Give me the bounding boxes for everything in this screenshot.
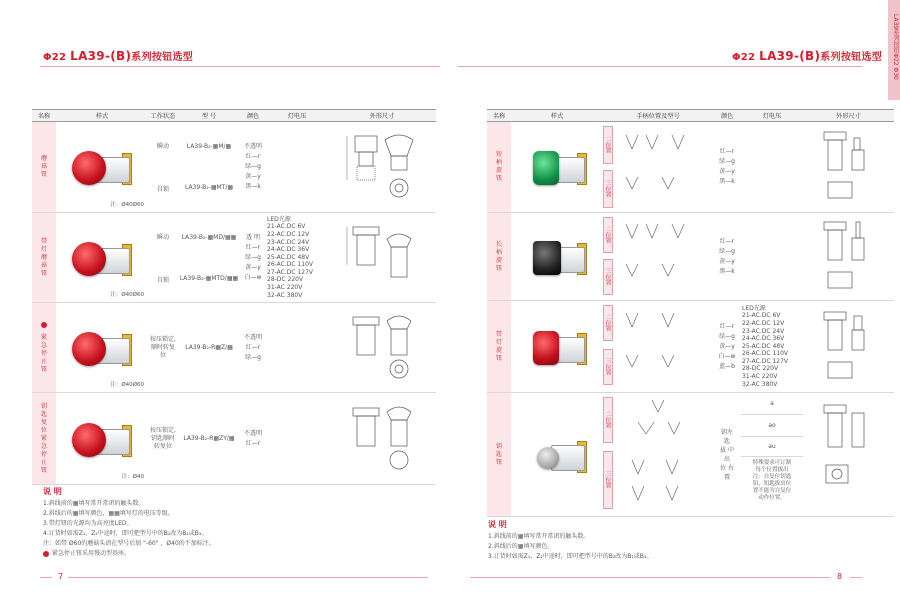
left-spec-table xyxy=(32,109,436,485)
product-image xyxy=(511,213,603,301)
product-image xyxy=(511,122,603,213)
dimension-drawing xyxy=(328,213,436,303)
row-note: 注：Ø40Ø60 xyxy=(110,382,144,388)
product-image xyxy=(56,122,148,213)
side-tab: LA39系列按钮Φ22 Φ30 xyxy=(888,0,900,100)
position-label: 二位置 xyxy=(603,126,613,164)
position-label: 三位置 xyxy=(603,259,613,295)
switch-positions xyxy=(603,301,713,393)
table-row xyxy=(32,213,436,303)
table-row xyxy=(487,122,894,213)
header-dimensions: 外形尺寸 xyxy=(328,110,436,122)
color-cell: 透 明 红—r 绿—g 黄—y 白—w xyxy=(240,213,266,303)
dimension-drawing xyxy=(803,122,894,213)
dimension-drawing xyxy=(328,393,436,485)
key-code-cell: a ao au 特殊要求可订制 每个位置拔出 注：自复位钥匙 钮，钥匙拔出位 置不能为自复位 动作位置。 xyxy=(741,393,803,517)
row-name: 短柄旋钮 xyxy=(487,122,511,213)
left-page-title: Φ22 LA39-(B)系列按钮选型 xyxy=(43,49,194,63)
row-name: 紧急停止钮 xyxy=(32,303,56,393)
dimension-drawing xyxy=(803,301,894,393)
product-image xyxy=(56,303,148,393)
color-cell: 红—r 绿—g 黄—y 白—w 蓝—b xyxy=(713,301,741,393)
footer-rule xyxy=(470,577,830,578)
row-name: 蘑菇钮 xyxy=(32,122,56,213)
right-page xyxy=(450,0,900,605)
dimension-drawing xyxy=(328,122,436,213)
dimension-drawing xyxy=(328,303,436,393)
table-row xyxy=(32,303,436,393)
header-name: 名称 xyxy=(32,110,56,122)
model-cell: LA39-B₂-▦MD/▦▦ LA39-B₂-▦MTD/▦▦ xyxy=(178,213,240,303)
page-number: 8 xyxy=(837,572,843,581)
product-image xyxy=(56,213,148,303)
footer-rule-short xyxy=(850,577,862,578)
left-table-header xyxy=(32,110,436,122)
position-label: 二位置 xyxy=(603,305,613,341)
model-cell: LA39-B₂-▦M/▦ LA39-B₂-▦MT/▦ xyxy=(178,122,240,213)
row-note: 注：Ø40Ø60 xyxy=(110,202,144,208)
voltage-cell xyxy=(741,213,803,301)
header-model: 型 号 xyxy=(178,110,240,122)
dimension-drawing xyxy=(803,213,894,301)
row-name: 带灯蘑菇钮 xyxy=(32,213,56,303)
voltage-cell xyxy=(266,393,328,485)
product-image xyxy=(511,393,603,517)
row-note: 注：Ø40Ø60 xyxy=(110,292,144,298)
key-position-cell: 钥左 匙 拔 中 出 位 右 置 xyxy=(713,393,741,517)
table-row xyxy=(487,393,894,517)
header-voltage: 灯电压 xyxy=(266,110,328,122)
switch-positions xyxy=(603,122,713,213)
product-image xyxy=(511,301,603,393)
header-style: 样式 xyxy=(56,110,148,122)
color-cell: 不透明 红—r xyxy=(240,393,266,485)
row-name: 长柄旋钮 xyxy=(487,213,511,301)
switch-positions xyxy=(603,393,713,517)
left-title-rule xyxy=(40,66,440,67)
product-image xyxy=(56,393,148,485)
state-cell: 按压锁定, 顺时转复 位 xyxy=(148,303,178,393)
table-row xyxy=(32,393,436,485)
model-cell: LA39-B₂-R▦Z/▦ xyxy=(178,303,240,393)
state-cell: 瞬动 自锁 xyxy=(148,122,178,213)
header-color: 颜色 xyxy=(240,110,266,122)
table-row xyxy=(487,213,894,301)
right-title-rule xyxy=(458,66,862,67)
position-label: 三位置 xyxy=(603,451,613,509)
header-dimensions: 外形尺寸 xyxy=(803,110,894,122)
model-cell: LA39-B₂-R▦ZY/▦ xyxy=(178,393,240,485)
state-cell: 瞬动 自锁 xyxy=(148,213,178,303)
position-label: 三位置 xyxy=(603,349,613,385)
header-position-model: 手柄位置及型号 xyxy=(603,110,713,122)
footer-rule xyxy=(68,577,428,578)
voltage-cell xyxy=(741,122,803,213)
position-label: 二位置 xyxy=(603,217,613,253)
voltage-cell xyxy=(266,122,328,213)
voltage-cell: LED光源 21-AC.DC 6V 22-AC.DC 12V 23-AC.DC 24V 24-AC.DC 36V 25-AC.DC 48V 26-AC.DC 110V 27-AC.DC 127V 28-DC 220V 31-AC 220V 32-AC 380V xyxy=(266,213,328,303)
color-cell: 不透明 红—r 绿—g xyxy=(240,303,266,393)
color-cell: 不透明 红—r 绿—g 黄—y 黑—k xyxy=(240,122,266,213)
header-name: 名称 xyxy=(487,110,511,122)
switch-positions xyxy=(603,213,713,301)
voltage-cell xyxy=(266,303,328,393)
row-name: 钥匙钮 xyxy=(487,393,511,517)
header-style: 样式 xyxy=(511,110,603,122)
right-page-title: Φ22 LA39-(B)系列按钮选型 xyxy=(732,49,883,63)
state-cell: 按压锁定, 钥匙顺时 转复位 xyxy=(148,393,178,485)
position-label: 二位置 xyxy=(603,397,613,443)
header-voltage: 灯电压 xyxy=(741,110,803,122)
header-color: 颜色 xyxy=(713,110,741,122)
row-name: 带灯旋钮 xyxy=(487,301,511,393)
position-label: 三位置 xyxy=(603,170,613,208)
red-dot-icon xyxy=(41,322,47,328)
table-row xyxy=(32,122,436,213)
left-explanation: 说 明 1.斜线前的▦填写常开常闭的触头数。 2.斜线后的▦填写颜色，▦▦填写灯的电压等级。 3.带灯钮的光源均为高亮度LED。 4.订货时如需Z₁、Z₂中途时，即可把型号中的B₂改为B₁或B₃。 注：如带 Ø60的蘑菇头请在型号后加 "-60" ，Ø40的不加标注。 紧急停止钮采用慢动型基座。 xyxy=(43,487,215,557)
color-cell: 红—r 绿—g 黄—y 黑—k xyxy=(713,213,741,301)
footer-rule-short xyxy=(40,577,52,578)
row-name: 钥匙复位紧急停止钮 xyxy=(32,393,56,485)
right-explanation: 说 明 1.斜线前的▦填写常开常闭的触头数。 2.斜线后的▦填写颜色。 3.订货时如需Z₁、Z₂中途时，即可把型号中的B₂改为B₁或B₃。 xyxy=(488,520,653,560)
right-table-header xyxy=(487,110,894,122)
red-dot-icon xyxy=(43,551,49,557)
row-note: 注：Ø40 xyxy=(121,474,144,480)
dimension-drawing xyxy=(803,393,894,517)
right-spec-table xyxy=(487,109,894,517)
page-number: 7 xyxy=(58,572,64,581)
voltage-cell: LED光源 21-AC.DC 6V 22-AC.DC 12V 23-AC.DC 24V 24-AC.DC 36V 25-AC.DC 48V 26-AC.DC 110V 27-AC.DC 127V 28-DC 220V 31-AC 220V 32-AC 380V xyxy=(741,301,803,393)
table-row xyxy=(487,301,894,393)
color-cell: 红—r 绿—g 黄—y 黑—k xyxy=(713,122,741,213)
header-state: 工作状态 xyxy=(148,110,178,122)
